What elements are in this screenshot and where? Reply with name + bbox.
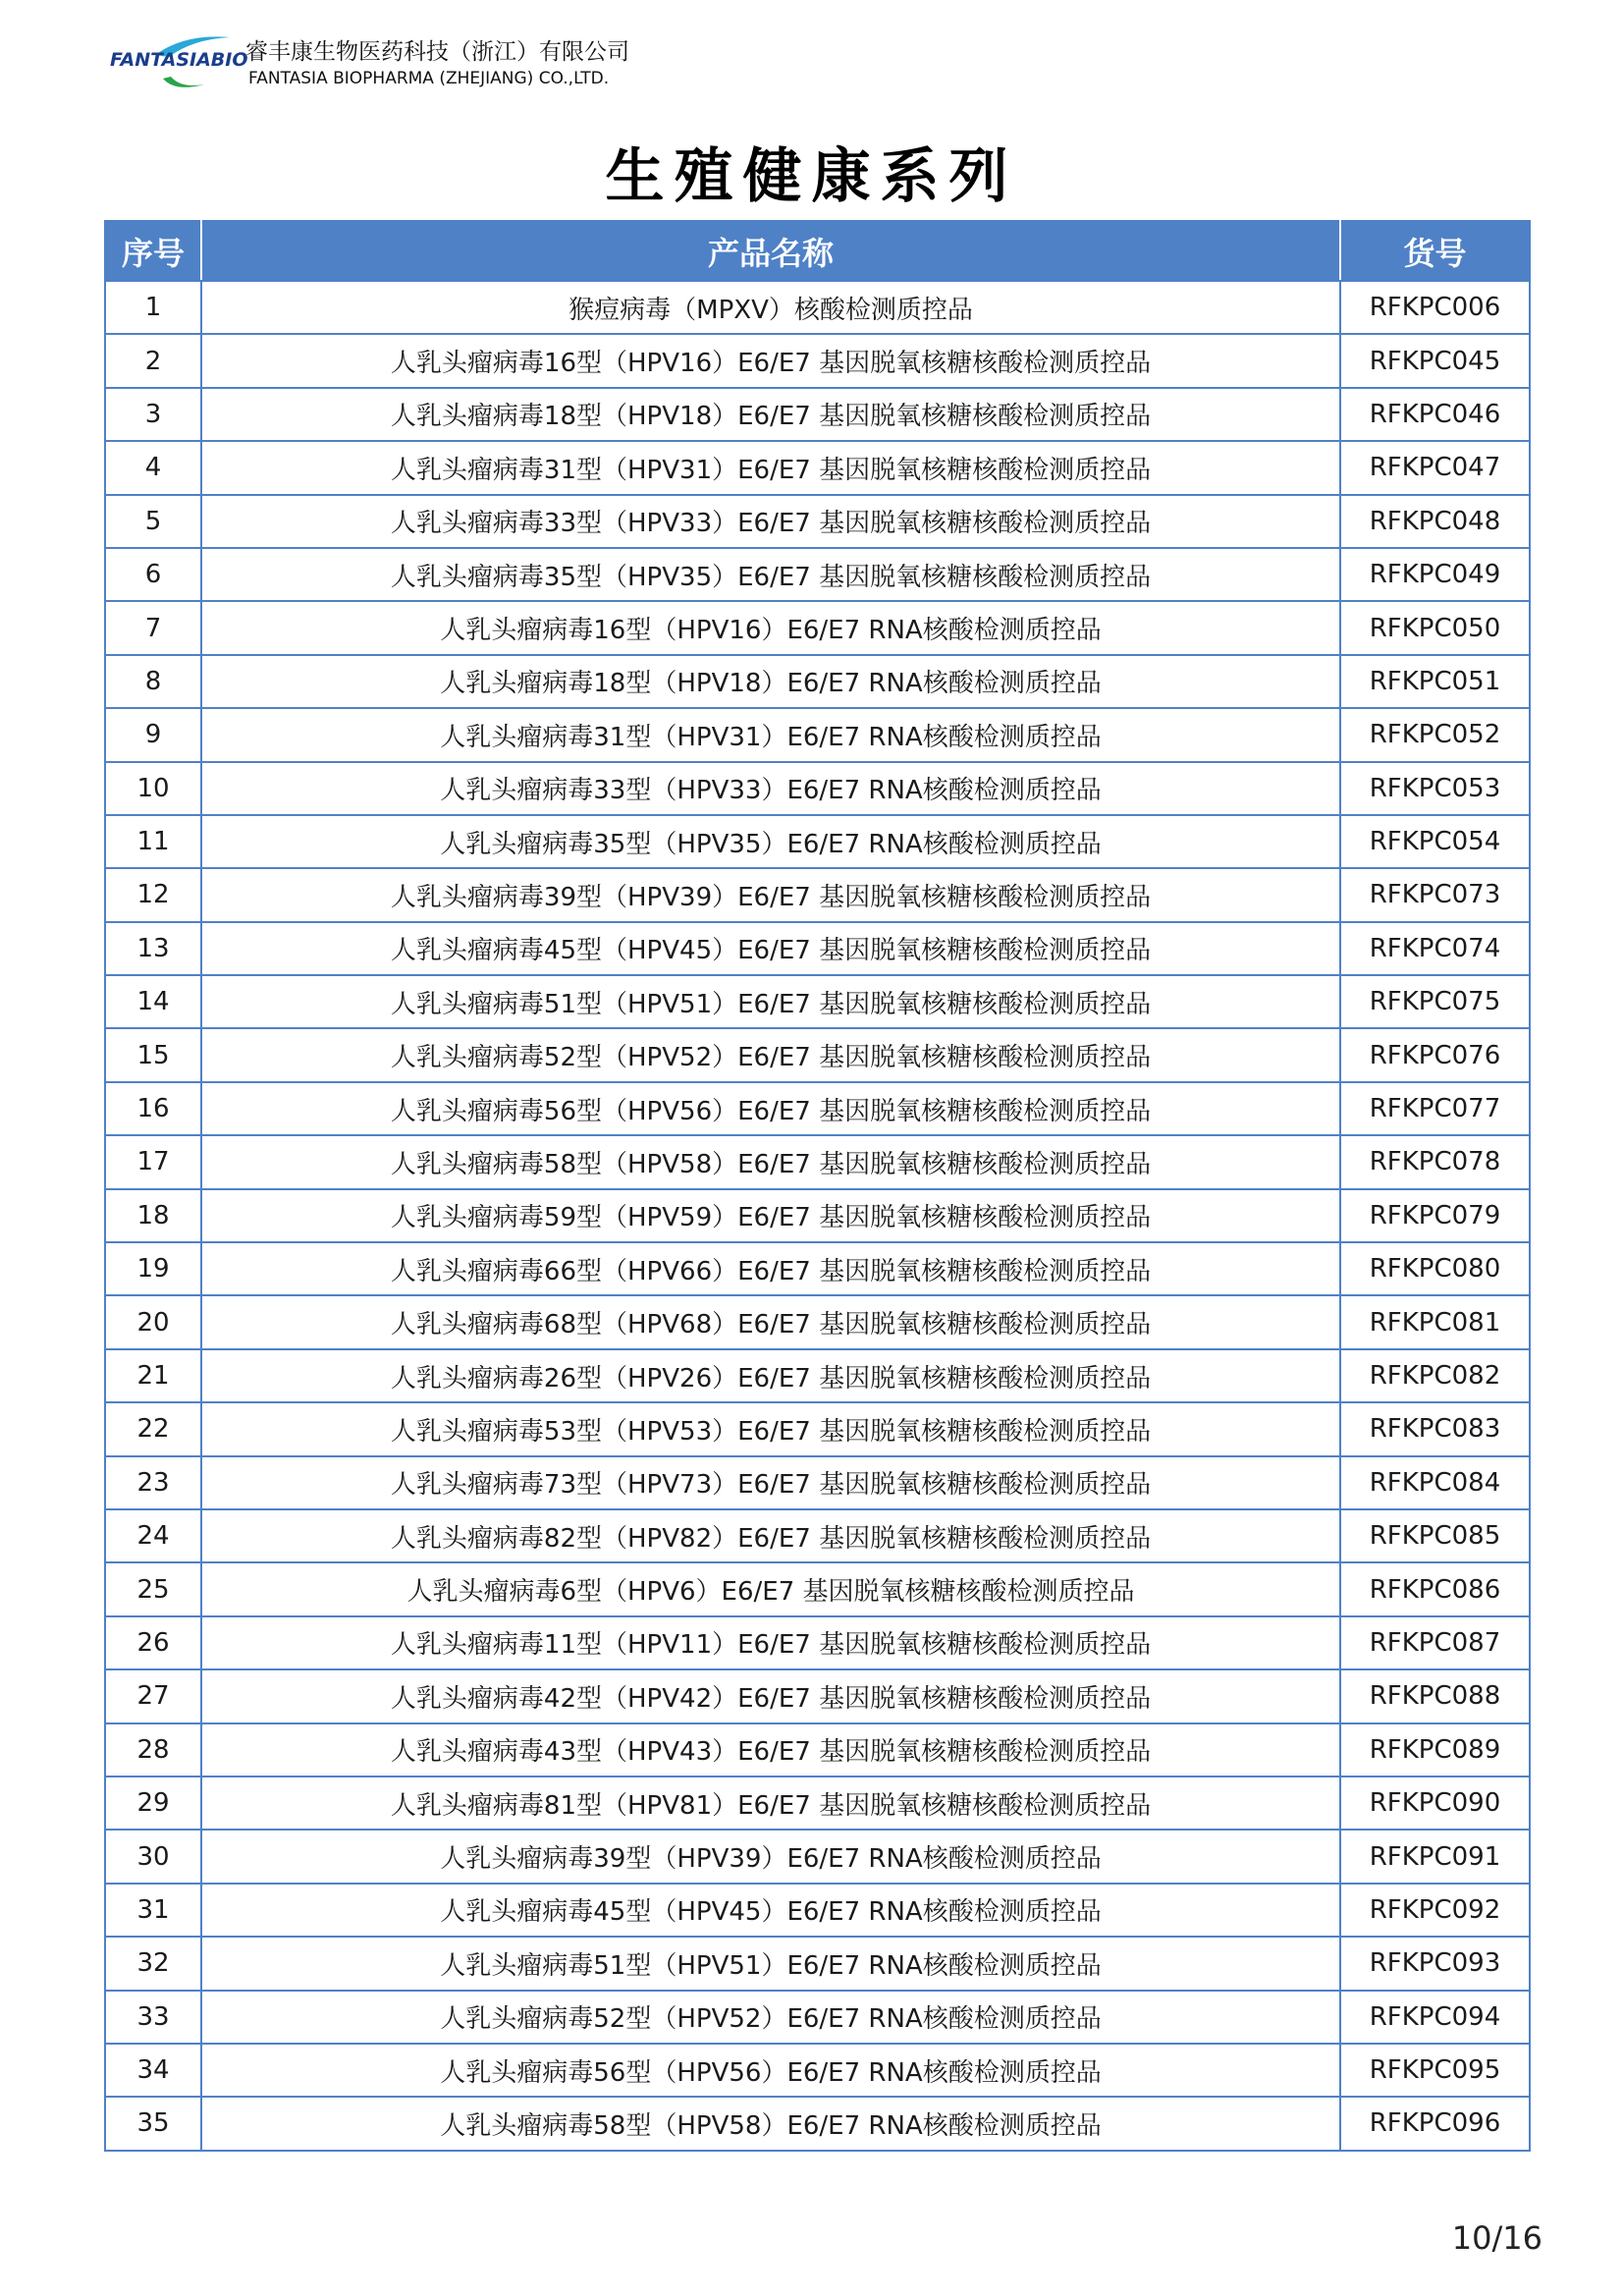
cell-item-code: RFKPC089 [1340,1723,1530,1777]
cell-serial: 21 [105,1349,201,1402]
cell-product-name: 人乳头瘤病毒51型（HPV51）E6/E7 RNA核酸检测质控品 [201,1937,1340,1990]
cell-product-name: 人乳头瘤病毒33型（HPV33）E6/E7 RNA核酸检测质控品 [201,762,1340,815]
table-row [105,2044,1530,2097]
cell-product-name: 人乳头瘤病毒82型（HPV82）E6/E7 基因脱氧核糖核酸检测质控品 [201,1509,1340,1562]
table-header-row [105,221,1530,281]
cell-serial: 12 [105,868,201,921]
cell-product-name: 人乳头瘤病毒58型（HPV58）E6/E7 基因脱氧核糖核酸检测质控品 [201,1135,1340,1188]
header-serial: 序号 [105,221,201,281]
cell-item-code: RFKPC052 [1340,708,1530,761]
header-item-code: 货号 [1340,221,1530,281]
cell-product-name: 人乳头瘤病毒45型（HPV45）E6/E7 RNA核酸检测质控品 [201,1884,1340,1937]
cell-product-name: 人乳头瘤病毒26型（HPV26）E6/E7 基因脱氧核糖核酸检测质控品 [201,1349,1340,1402]
cell-serial: 8 [105,655,201,708]
table-row [105,441,1530,494]
cell-product-name: 人乳头瘤病毒6型（HPV6）E6/E7 基因脱氧核糖核酸检测质控品 [201,1562,1340,1615]
cell-serial: 23 [105,1456,201,1509]
cell-product-name: 人乳头瘤病毒58型（HPV58）E6/E7 RNA核酸检测质控品 [201,2097,1340,2150]
table-row [105,1349,1530,1402]
cell-product-name: 人乳头瘤病毒43型（HPV43）E6/E7 基因脱氧核糖核酸检测质控品 [201,1723,1340,1777]
cell-item-code: RFKPC088 [1340,1669,1530,1722]
cell-product-name: 人乳头瘤病毒66型（HPV66）E6/E7 基因脱氧核糖核酸检测质控品 [201,1242,1340,1295]
company-name-cn: 睿丰康生物医药科技（浙江）有限公司 [245,39,629,65]
cell-serial: 17 [105,1135,201,1188]
table-row [105,601,1530,654]
cell-item-code: RFKPC046 [1340,388,1530,441]
cell-serial: 9 [105,708,201,761]
cell-item-code: RFKPC078 [1340,1135,1530,1188]
cell-item-code: RFKPC050 [1340,601,1530,654]
cell-item-code: RFKPC082 [1340,1349,1530,1402]
page-number: 10/16 [1451,2219,1542,2257]
cell-product-name: 人乳头瘤病毒45型（HPV45）E6/E7 基因脱氧核糖核酸检测质控品 [201,922,1340,975]
cell-serial: 3 [105,388,201,441]
table-row [105,1189,1530,1242]
page-title: 生殖健康系列 [605,142,1018,211]
logo-text: FANTASIABIO [110,49,248,71]
header-product-name: 产品名称 [201,221,1340,281]
cell-serial: 35 [105,2097,201,2150]
table-row [105,1028,1530,1081]
table-row [105,1135,1530,1188]
cell-item-code: RFKPC077 [1340,1082,1530,1135]
table-row [105,1669,1530,1722]
cell-item-code: RFKPC051 [1340,655,1530,708]
cell-item-code: RFKPC087 [1340,1616,1530,1669]
table-row [105,334,1530,387]
company-logo [108,27,248,96]
cell-serial: 11 [105,815,201,868]
table-row [105,1562,1530,1615]
cell-serial: 6 [105,548,201,601]
cell-product-name: 人乳头瘤病毒81型（HPV81）E6/E7 基因脱氧核糖核酸检测质控品 [201,1777,1340,1830]
table-row [105,1830,1530,1883]
cell-product-name: 猴痘病毒（MPXV）核酸检测质控品 [201,281,1340,334]
table-row [105,1777,1530,1830]
cell-serial: 20 [105,1295,201,1348]
cell-item-code: RFKPC048 [1340,495,1530,548]
table-row [105,388,1530,441]
table-row [105,815,1530,868]
cell-serial: 19 [105,1242,201,1295]
cell-product-name: 人乳头瘤病毒52型（HPV52）E6/E7 基因脱氧核糖核酸检测质控品 [201,1028,1340,1081]
cell-serial: 28 [105,1723,201,1777]
cell-item-code: RFKPC006 [1340,281,1530,334]
cell-serial: 27 [105,1669,201,1722]
cell-item-code: RFKPC093 [1340,1937,1530,1990]
table-row [105,495,1530,548]
cell-product-name: 人乳头瘤病毒42型（HPV42）E6/E7 基因脱氧核糖核酸检测质控品 [201,1669,1340,1722]
cell-item-code: RFKPC085 [1340,1509,1530,1562]
product-table [104,220,1531,2152]
table-row [105,922,1530,975]
cell-serial: 24 [105,1509,201,1562]
table-row [105,1616,1530,1669]
table-row [105,1723,1530,1777]
cell-item-code: RFKPC083 [1340,1402,1530,1455]
cell-serial: 26 [105,1616,201,1669]
table-row [105,1991,1530,2044]
table-row [105,1937,1530,1990]
table-row [105,281,1530,334]
cell-item-code: RFKPC095 [1340,2044,1530,2097]
table-row [105,1509,1530,1562]
cell-serial: 32 [105,1937,201,1990]
cell-serial: 22 [105,1402,201,1455]
cell-serial: 5 [105,495,201,548]
cell-serial: 16 [105,1082,201,1135]
cell-item-code: RFKPC049 [1340,548,1530,601]
table-row [105,1884,1530,1937]
table-row [105,548,1530,601]
cell-product-name: 人乳头瘤病毒18型（HPV18）E6/E7 RNA核酸检测质控品 [201,655,1340,708]
cell-item-code: RFKPC080 [1340,1242,1530,1295]
cell-item-code: RFKPC091 [1340,1830,1530,1883]
cell-serial: 33 [105,1991,201,2044]
cell-product-name: 人乳头瘤病毒39型（HPV39）E6/E7 RNA核酸检测质控品 [201,1830,1340,1883]
cell-item-code: RFKPC090 [1340,1777,1530,1830]
table-row [105,1295,1530,1348]
cell-product-name: 人乳头瘤病毒56型（HPV56）E6/E7 基因脱氧核糖核酸检测质控品 [201,1082,1340,1135]
cell-item-code: RFKPC074 [1340,922,1530,975]
cell-product-name: 人乳头瘤病毒56型（HPV56）E6/E7 RNA核酸检测质控品 [201,2044,1340,2097]
cell-item-code: RFKPC053 [1340,762,1530,815]
cell-product-name: 人乳头瘤病毒16型（HPV16）E6/E7 基因脱氧核糖核酸检测质控品 [201,334,1340,387]
cell-serial: 30 [105,1830,201,1883]
cell-product-name: 人乳头瘤病毒59型（HPV59）E6/E7 基因脱氧核糖核酸检测质控品 [201,1189,1340,1242]
cell-item-code: RFKPC047 [1340,441,1530,494]
table-row [105,975,1530,1028]
cell-serial: 14 [105,975,201,1028]
table-row [105,1082,1530,1135]
cell-product-name: 人乳头瘤病毒11型（HPV11）E6/E7 基因脱氧核糖核酸检测质控品 [201,1616,1340,1669]
cell-item-code: RFKPC092 [1340,1884,1530,1937]
cell-serial: 15 [105,1028,201,1081]
cell-item-code: RFKPC081 [1340,1295,1530,1348]
cell-item-code: RFKPC094 [1340,1991,1530,2044]
cell-product-name: 人乳头瘤病毒35型（HPV35）E6/E7 RNA核酸检测质控品 [201,815,1340,868]
cell-item-code: RFKPC075 [1340,975,1530,1028]
cell-serial: 31 [105,1884,201,1937]
cell-product-name: 人乳头瘤病毒16型（HPV16）E6/E7 RNA核酸检测质控品 [201,601,1340,654]
cell-serial: 34 [105,2044,201,2097]
company-name-en: FANTASIA BIOPHARMA (ZHEJIANG) CO.,LTD. [248,69,610,88]
cell-item-code: RFKPC076 [1340,1028,1530,1081]
cell-serial: 18 [105,1189,201,1242]
cell-product-name: 人乳头瘤病毒39型（HPV39）E6/E7 基因脱氧核糖核酸检测质控品 [201,868,1340,921]
table-row [105,1402,1530,1455]
cell-serial: 25 [105,1562,201,1615]
cell-item-code: RFKPC086 [1340,1562,1530,1615]
cell-item-code: RFKPC073 [1340,868,1530,921]
cell-serial: 1 [105,281,201,334]
table-row [105,708,1530,761]
cell-product-name: 人乳头瘤病毒51型（HPV51）E6/E7 基因脱氧核糖核酸检测质控品 [201,975,1340,1028]
cell-serial: 13 [105,922,201,975]
cell-product-name: 人乳头瘤病毒68型（HPV68）E6/E7 基因脱氧核糖核酸检测质控品 [201,1295,1340,1348]
cell-product-name: 人乳头瘤病毒31型（HPV31）E6/E7 基因脱氧核糖核酸检测质控品 [201,441,1340,494]
cell-product-name: 人乳头瘤病毒52型（HPV52）E6/E7 RNA核酸检测质控品 [201,1991,1340,2044]
table-row [105,2097,1530,2150]
cell-item-code: RFKPC045 [1340,334,1530,387]
cell-item-code: RFKPC096 [1340,2097,1530,2150]
table-row [105,1456,1530,1509]
cell-serial: 29 [105,1777,201,1830]
table-row [105,655,1530,708]
cell-serial: 7 [105,601,201,654]
cell-item-code: RFKPC079 [1340,1189,1530,1242]
cell-product-name: 人乳头瘤病毒35型（HPV35）E6/E7 基因脱氧核糖核酸检测质控品 [201,548,1340,601]
cell-item-code: RFKPC054 [1340,815,1530,868]
cell-product-name: 人乳头瘤病毒31型（HPV31）E6/E7 RNA核酸检测质控品 [201,708,1340,761]
cell-item-code: RFKPC084 [1340,1456,1530,1509]
cell-serial: 10 [105,762,201,815]
table-row [105,868,1530,921]
cell-product-name: 人乳头瘤病毒18型（HPV18）E6/E7 基因脱氧核糖核酸检测质控品 [201,388,1340,441]
cell-product-name: 人乳头瘤病毒33型（HPV33）E6/E7 基因脱氧核糖核酸检测质控品 [201,495,1340,548]
table-row [105,1242,1530,1295]
cell-product-name: 人乳头瘤病毒73型（HPV73）E6/E7 基因脱氧核糖核酸检测质控品 [201,1456,1340,1509]
cell-serial: 2 [105,334,201,387]
cell-serial: 4 [105,441,201,494]
page-header [108,27,795,96]
cell-product-name: 人乳头瘤病毒53型（HPV53）E6/E7 基因脱氧核糖核酸检测质控品 [201,1402,1340,1455]
table-row [105,762,1530,815]
